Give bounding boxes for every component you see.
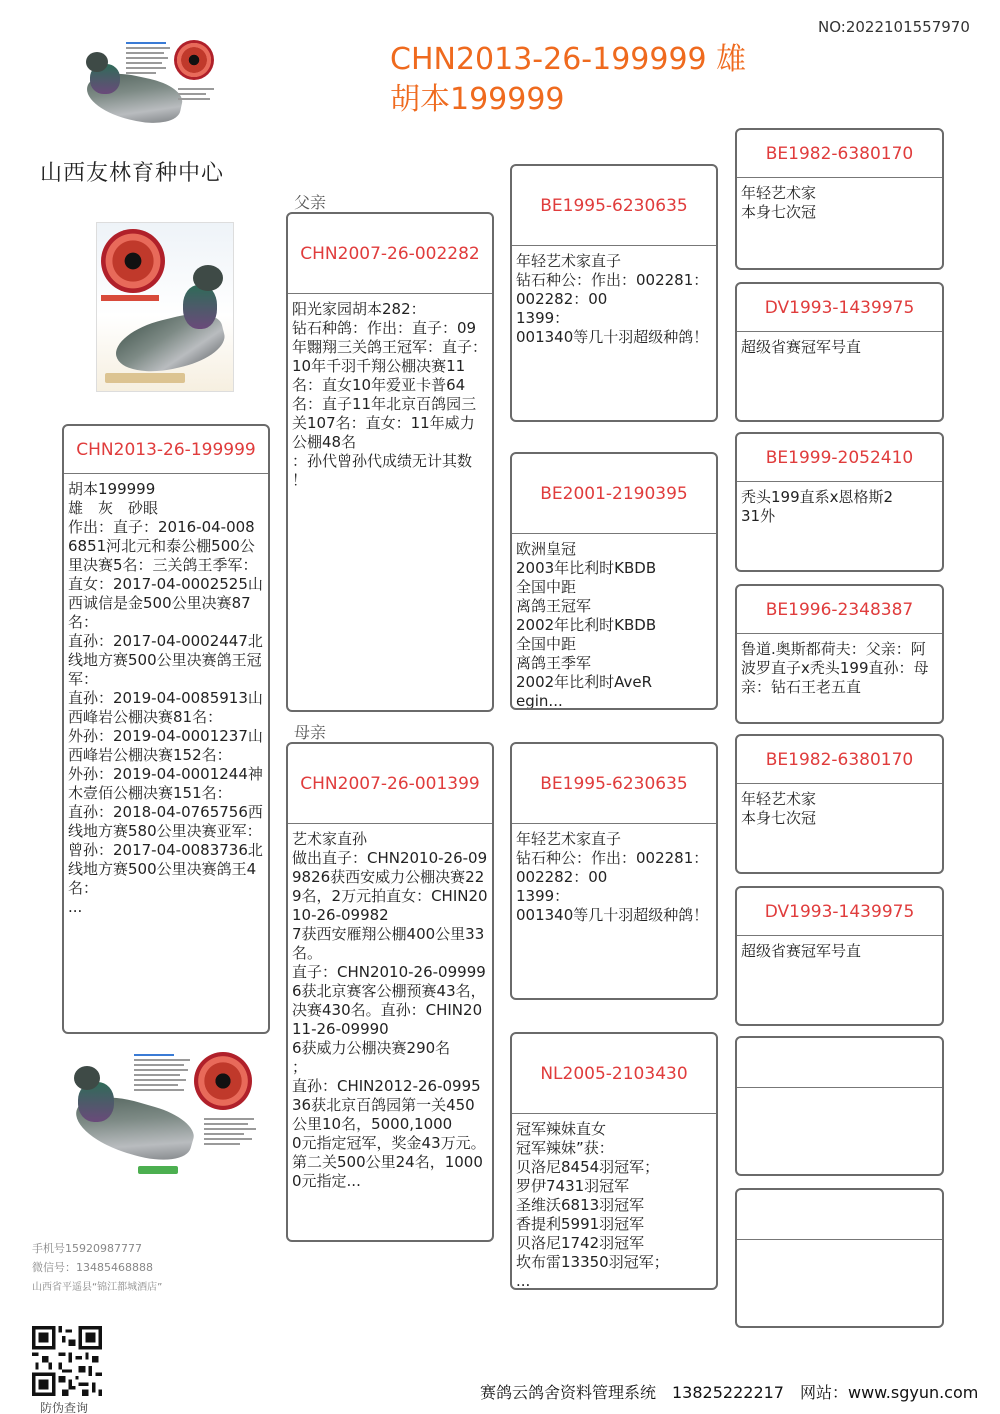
ring-number: DV1993-1439975 (737, 284, 942, 332)
card-description: 胡本199999 雄 灰 砂眼 作出：直子：2016-04-0086851河北元和泰公棚500公里决赛5名：三关鸽王季军： 直女：2017-04-0002525山西诚信是金500公里决赛87名： 直孙：2017-04-0002447北线地方赛500公里决赛鸽王冠军： 直孙：2019-04-0085913山西峰岩公棚决赛81名： 外孙：2019-04-0001237山西峰岩公棚决赛152名： 外孙：2019-04-0001244神木壹佰公棚决赛151名： 直孙：2018-04-0765756西线地方赛580公里决赛亚军： 曾孙：2017-04-0083736北线地方赛500公里决赛鸽王4名： ... (68, 480, 263, 916)
ring-number: BE1999-2052410 (737, 434, 942, 482)
ring-number: BE1982-6380170 (737, 736, 942, 784)
card-description: 年轻艺术家 本身七次冠 (741, 790, 817, 827)
ancestor-card[interactable] (735, 128, 944, 270)
ring-number (737, 1038, 942, 1088)
card-description: 艺术家直孙 做出直子：CHN2010-26-099826获西安威力公棚决赛229名，2万元拍直女：CHIN2010-26-09982 7获西安雁翔公棚400公里33名。 直子：CHN2010-26-099996获北京赛客公棚预赛43名，决赛430名。直孙：CHIN2011-26-09990 6获威力公棚决赛290名 ； 直孙：CHIN2012-26-099536获北京百鸽园第一关450公里10名，5000,1000 0元指定冠军，奖金43万元。第二关500公里24名，10000元指定... (292, 830, 488, 1190)
subject-card[interactable] (62, 424, 270, 1034)
ancestor-card-empty[interactable] (735, 1188, 944, 1328)
ring-number: BE1995-6230635 (512, 166, 716, 246)
ancestor-card-empty[interactable] (735, 1036, 944, 1176)
ring-number: BE1982-6380170 (737, 130, 942, 178)
ring-number: CHN2007-26-002282 (288, 214, 492, 294)
card-description: 冠军辣妹直女 冠军辣妹”获： 贝洛尼8454羽冠军； 罗伊7431羽冠军 圣维沃6813羽冠军 香提利5991羽冠军 贝洛尼1742羽冠军 坎布雷13350羽冠军； ... (516, 1120, 669, 1290)
card-description: 欧洲皇冠 2003年比利时KBDB 全国中距 离鸽王冠军 2002年比利时KBDB 全国中距 离鸽王季军 2002年比利时AveR egin... (516, 540, 657, 710)
contact-wechat: 微信号：13485468888 (32, 1261, 153, 1274)
breeder-name: 山西友林育种中心 (40, 161, 225, 186)
eye-image-icon (101, 229, 165, 293)
card-description: 秃头199直系x恩格斯2 31外 (741, 488, 894, 525)
ring-number: DV1993-1439975 (737, 888, 942, 936)
card-description: 超级省赛冠军号直 (741, 942, 862, 960)
card-description: 阳光家园胡本282： 钻石种鸽：作出：直子：09年翾翔三关鸽王冠军：直子：10年千羽千翔公棚决赛11名：直女10年爱亚卡普64名：直子11年北京百鸽园三关107名：直女：11年威力公棚48名 ：孙代曾孙代成绩无计其数 ！ (292, 300, 488, 489)
mother-label: 母亲 (294, 723, 327, 742)
maternal-grandfather-card[interactable] (510, 742, 718, 1000)
ring-number (737, 1190, 942, 1240)
mother-card[interactable] (286, 742, 494, 1242)
card-description (737, 1240, 942, 1250)
ancestor-card[interactable] (735, 432, 944, 572)
eye-image-icon (194, 1052, 252, 1110)
card-description: 年轻艺术家直子 钻石种公：作出：002281：002282：00 1399： 001340等几十羽超级种鸽！ (516, 830, 709, 924)
card-description: 年轻艺术家 本身七次冠 (741, 184, 817, 221)
title-name-line: 胡本199999 (390, 82, 565, 117)
father-label: 父亲 (294, 193, 327, 212)
eye-image-icon (174, 40, 214, 80)
ring-number: CHN2013-26-199999 (64, 426, 268, 474)
ring-number: NL2005-2103430 (512, 1034, 716, 1114)
ring-number: BE2001-2190395 (512, 454, 716, 534)
card-description (737, 1088, 942, 1098)
title-ring-line: CHN2013-26-199999 雄 (390, 42, 747, 77)
certificate-number: NO:2022101557970 (818, 18, 970, 36)
contact-phone: 手机号15920987777 (32, 1242, 142, 1255)
father-card[interactable] (286, 212, 494, 712)
qr-code-icon[interactable] (32, 1326, 102, 1396)
paternal-grandfather-card[interactable] (510, 164, 718, 422)
promo-card-top (80, 36, 228, 136)
ring-number: BE1996-2348387 (737, 586, 942, 634)
promo-card-bottom (64, 1046, 268, 1180)
pedigree-title (390, 40, 746, 120)
card-description: 鲁道.奥斯都荷夫：父亲：阿波罗直子x秃头199直孙：母亲：钻石王老五直 (741, 640, 929, 696)
paternal-grandmother-card[interactable] (510, 452, 718, 710)
contact-address: 山西省平遥县“锦江都城酒店” (32, 1282, 163, 1293)
ancestor-card[interactable] (735, 886, 944, 1026)
ancestor-card[interactable] (735, 584, 944, 724)
ring-number: BE1995-6230635 (512, 744, 716, 824)
pigeon-photo (96, 222, 234, 392)
ancestor-card[interactable] (735, 282, 944, 422)
footer-system-info: 赛鸽云鸽舍资料管理系统 13825222217 网站：www.sgyun.com (480, 1383, 979, 1402)
card-description: 年轻艺术家直子 钻石种公：作出：002281：002282：00 1399： 001340等几十羽超级种鸽！ (516, 252, 709, 346)
ring-number: CHN2007-26-001399 (288, 744, 492, 824)
qr-caption: 防伪查询 (40, 1401, 89, 1414)
maternal-grandmother-card[interactable] (510, 1032, 718, 1290)
ancestor-card[interactable] (735, 734, 944, 874)
card-description: 超级省赛冠军号直 (741, 338, 862, 356)
